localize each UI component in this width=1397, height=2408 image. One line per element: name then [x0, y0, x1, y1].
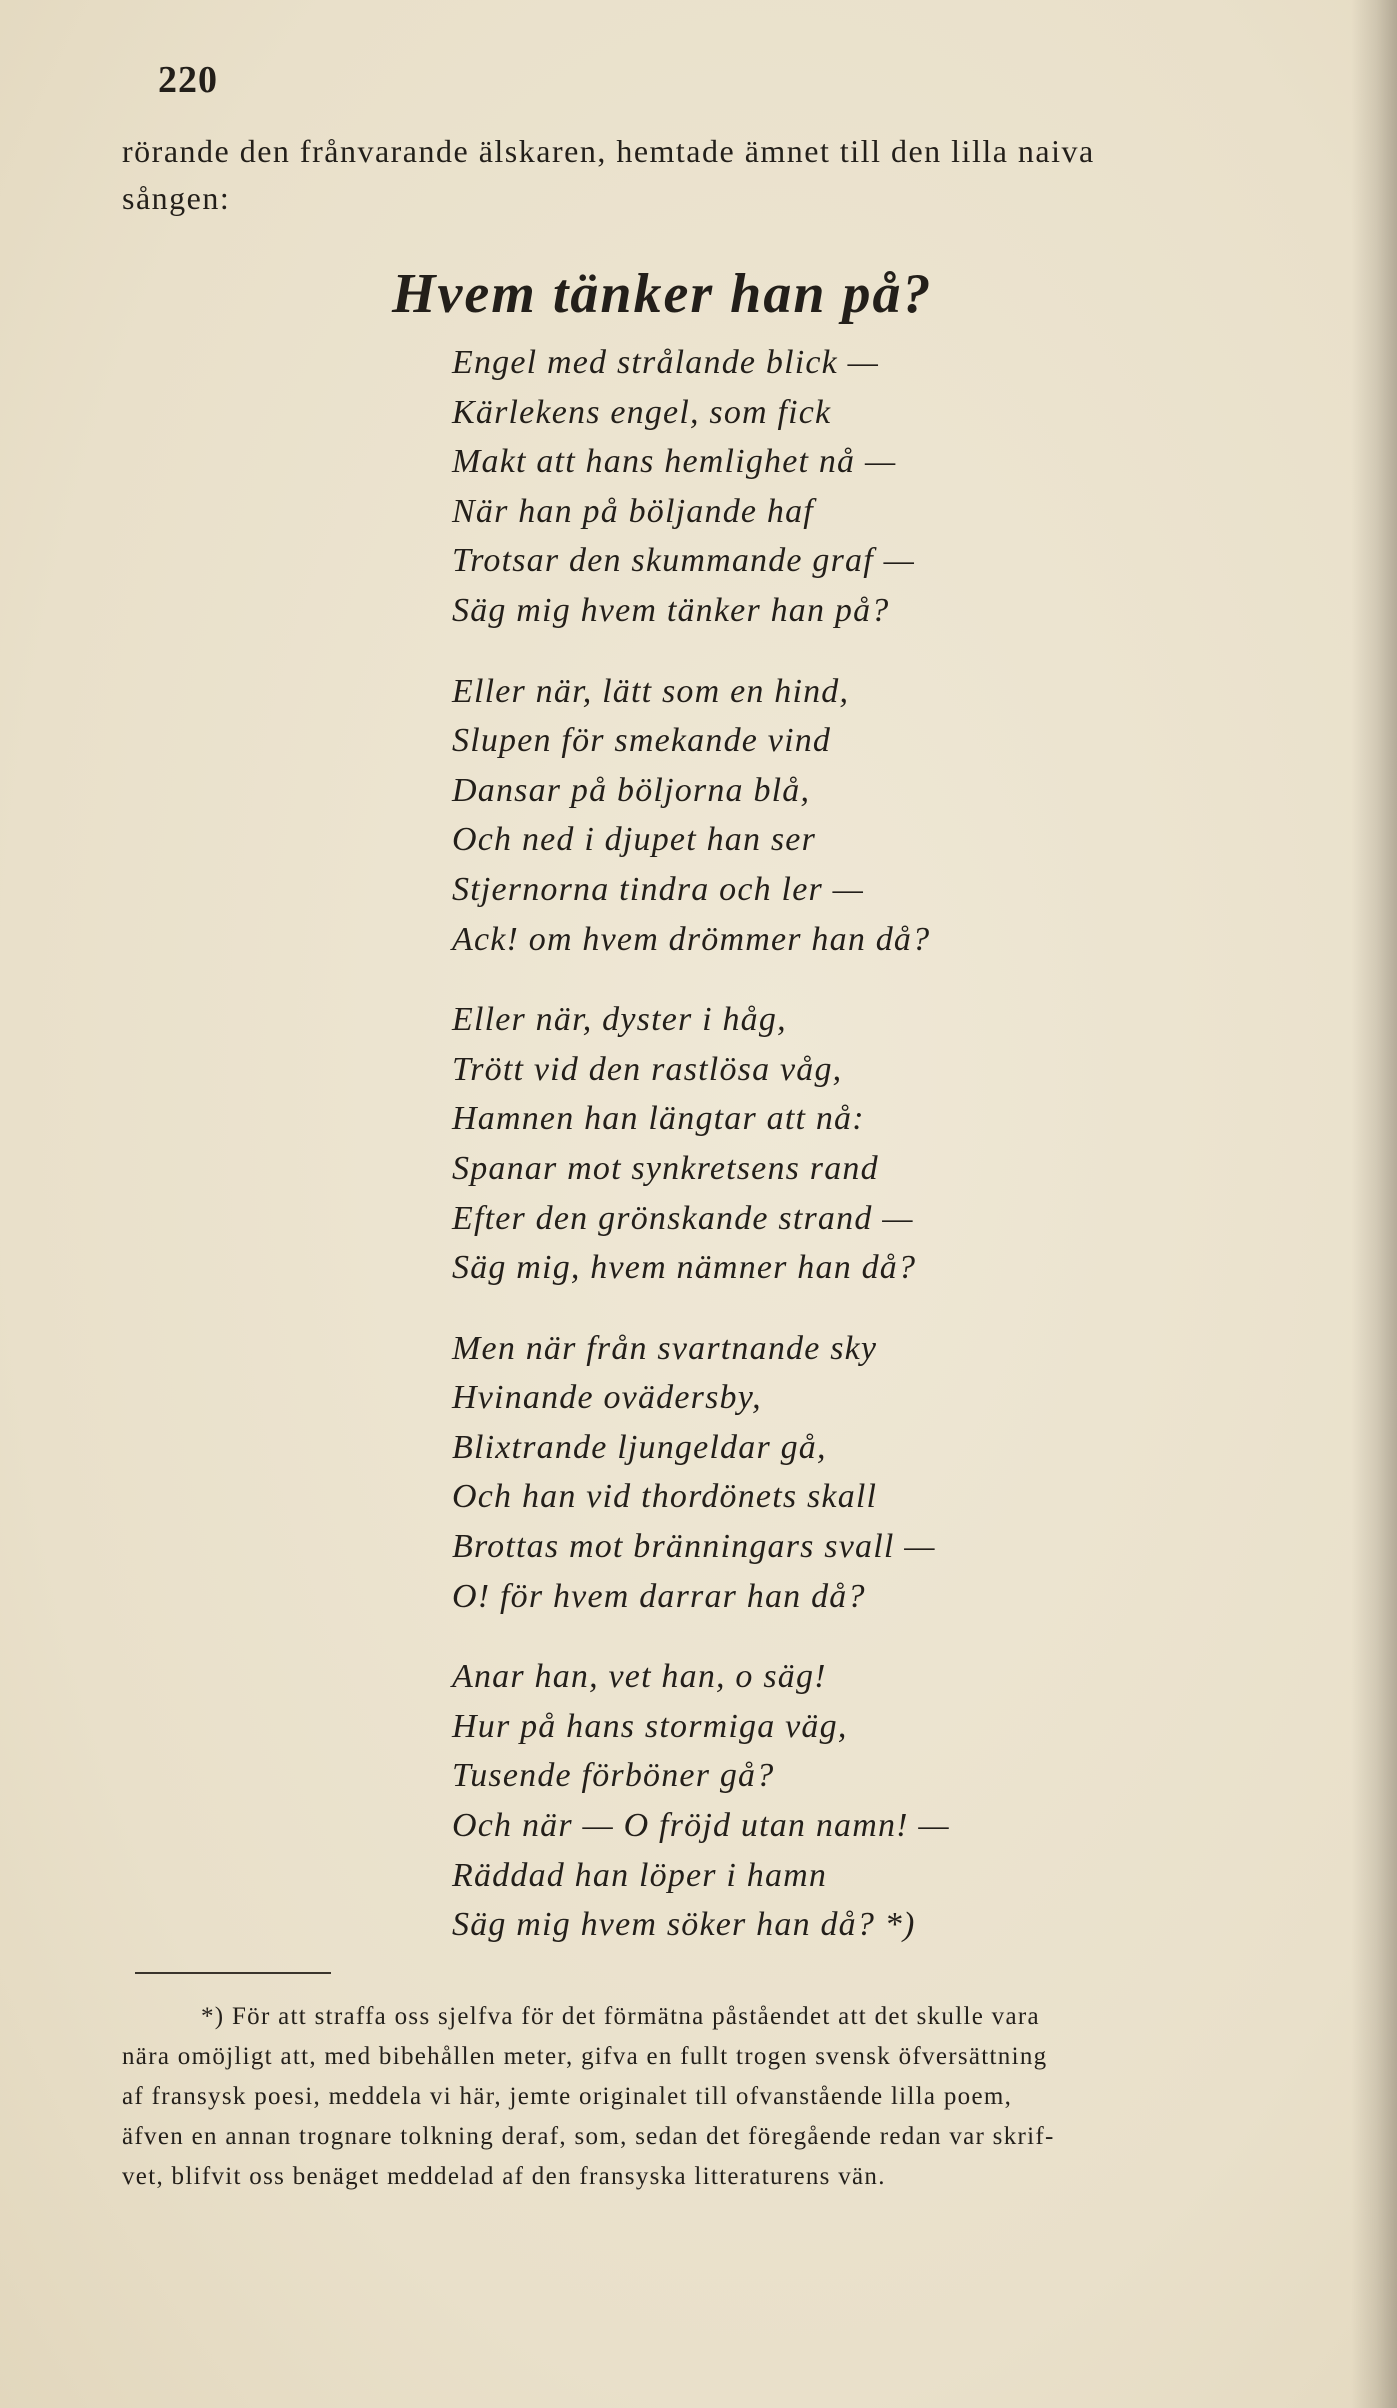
poem-verse: Stjernorna tindra och ler —: [452, 870, 865, 908]
page-number: 220: [158, 59, 218, 101]
poem-verse: När han på böljande haf: [452, 492, 814, 530]
poem-verse: Makt att hans hemlighet nå —: [452, 443, 897, 481]
poem-verse: Säg mig, hvem nämner han då?: [452, 1249, 917, 1287]
poem-verse: Trotsar den skummande graf —: [452, 542, 916, 580]
poem-verse: Säg mig hvem söker han då? *): [452, 1906, 916, 1944]
poem-verse: Kärlekens engel, som fick: [452, 393, 832, 431]
intro-line: rörande den frånvarande älskaren, hemtade ämnet till den lilla naiva: [122, 133, 1095, 169]
footnote-line: nära omöjligt att, med bibehållen meter, gifva en fullt trogen svensk öfversättning: [122, 2043, 1048, 2070]
intro-line: sången:: [122, 180, 231, 216]
poem-stanza: [452, 1324, 1172, 1622]
poem-verse: Eller när, lätt som en hind,: [452, 672, 850, 710]
poem-verse: Ack! om hvem drömmer han då?: [452, 920, 931, 958]
poem-verse: Engel med strålande blick —: [452, 344, 880, 381]
poem-verse: O! för hvem darrar han då?: [452, 1577, 866, 1615]
poem-stanza: [452, 1652, 1172, 1950]
poem-verse: Och han vid thordönets skall: [452, 1478, 878, 1516]
poem-verse: Och när — O fröjd utan namn! —: [452, 1807, 950, 1845]
footnote-line: äfven en annan trognare tolkning deraf, som, sedan det föregående redan var skrif-: [122, 2123, 1055, 2150]
poem-verse: Hvinande ovädersby,: [452, 1379, 762, 1417]
poem-verse: Dansar på böljorna blå,: [452, 771, 811, 809]
poem-verse: Säg mig hvem tänker han på?: [452, 591, 890, 629]
poem-verse: Spanar mot synkretsens rand: [452, 1149, 879, 1187]
poem-verse: Tusende förböner gå?: [452, 1757, 775, 1795]
footnote-divider: [135, 1972, 331, 1974]
poem-verse: Hur på hans stormiga väg,: [452, 1707, 848, 1745]
poem-verse: Anar han, vet han, o säg!: [452, 1658, 827, 1696]
poem-verse: Brottas mot bränningars svall —: [452, 1528, 936, 1566]
poem-verse: Trött vid den rastlösa våg,: [452, 1050, 843, 1088]
poem-verse: Slupen för smekande vind: [452, 722, 832, 760]
poem-verse: Eller när, dyster i håg,: [452, 1001, 787, 1039]
poem-verse: Och ned i djupet han ser: [452, 821, 817, 859]
footnote-line: vet, blifvit oss benäget meddelad af den fransyska litteraturens vän.: [122, 2163, 886, 2190]
poem-verse: Hamnen han längtar att nå:: [452, 1100, 865, 1138]
poem-verse: Efter den grönskande strand —: [452, 1199, 914, 1237]
footnote: [122, 1997, 1302, 2197]
footnote-line: *) För att straffa oss sjelfva för det förmätna påståendet att det skulle vara: [201, 2003, 1040, 2030]
poem-verse: Räddad han löper i hamn: [452, 1856, 828, 1894]
poem-stanza: [452, 667, 1172, 965]
footnote-line: af fransysk poesi, meddela vi här, jemte originalet till ofvanstående lilla poem,: [122, 2083, 1013, 2110]
poem-stanza: [452, 995, 1172, 1293]
poem-verse: Blixtrande ljungeldar gå,: [452, 1428, 827, 1466]
poem-title: Hvem tänker han på?: [392, 263, 933, 325]
intro-paragraph: [122, 128, 1302, 222]
poem-stanza: [452, 338, 1172, 636]
poem-verse: Men när från svartnande sky: [452, 1329, 878, 1367]
poem-body: [452, 338, 1172, 1950]
page-edge-shadow: [1351, 0, 1397, 2408]
